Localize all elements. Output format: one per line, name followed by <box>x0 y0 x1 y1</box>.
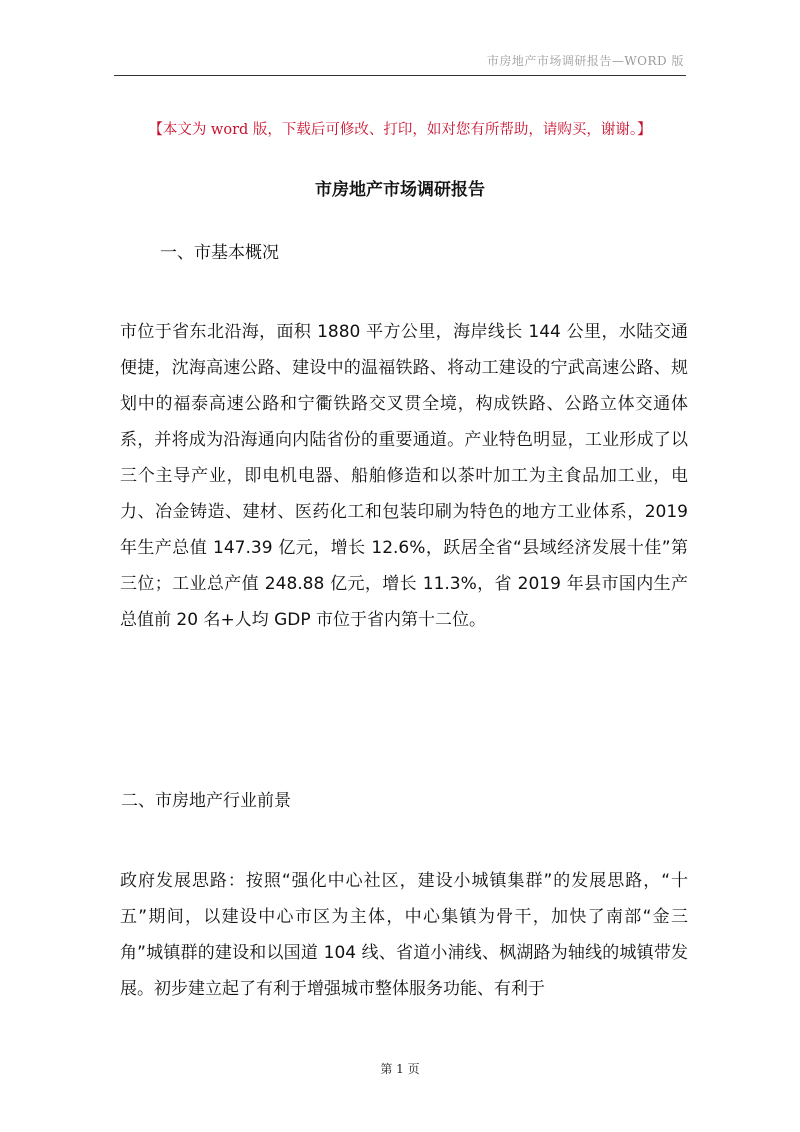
document-title: 市房地产市场调研报告 <box>315 180 485 200</box>
section-paragraph-overview: 市位于省东北沿海，面积 1880 平方公里，海岸线长 144 公里，水陆交通便捷，沈海高速公路、建设中的温福铁路、将动工建设的宁武高速公路、规划中的福泰高速公路和宁衢铁路交叉贯全境，构成铁路、公路立体交通体系，并将成为沿海通向内陆省份的重要通道。产业特色明显，工业形成了以三个主导产业，即电机电器、船舶修造和以茶叶加工为主食品加工业，电力、冶金铸造、建材、医药化工和包装印刷为特色的地方工业体系，2019 年生产总值 147.39 亿元，增长 12.6%，跃居全省“县域经济发展十佳”第三位；工业总产值 248.88 亿元，增长 11.3%，省 2019 年县市国内生产总值前 20 名+人均 GDP 市位于省内第十二位。 <box>120 322 688 630</box>
download-notice: 【本文为 word 版，下载后可修改、打印，如对您有所帮助，请购买，谢谢。】 <box>148 122 652 138</box>
running-header: 市房地产市场调研报告—WORD 版 <box>486 54 684 68</box>
section-heading-overview: 一、市基本概况 <box>160 243 279 263</box>
section-heading-outlook: 二、市房地产行业前景 <box>121 791 291 811</box>
section-paragraph-outlook: 政府发展思路：按照“强化中心社区，建设小城镇集群”的发展思路，“十五”期间，以建设中心市区为主体，中心集镇为骨干，加快了南部“金三角”城镇群的建设和以国道 104 线、省道小浦线、枫湖路为轴线的城镇带发展。初步建立起了有利于增强城市整体服务功能、有利于 <box>120 871 688 999</box>
header-divider <box>114 75 686 76</box>
page-number: 第 1 页 <box>380 1062 420 1076</box>
